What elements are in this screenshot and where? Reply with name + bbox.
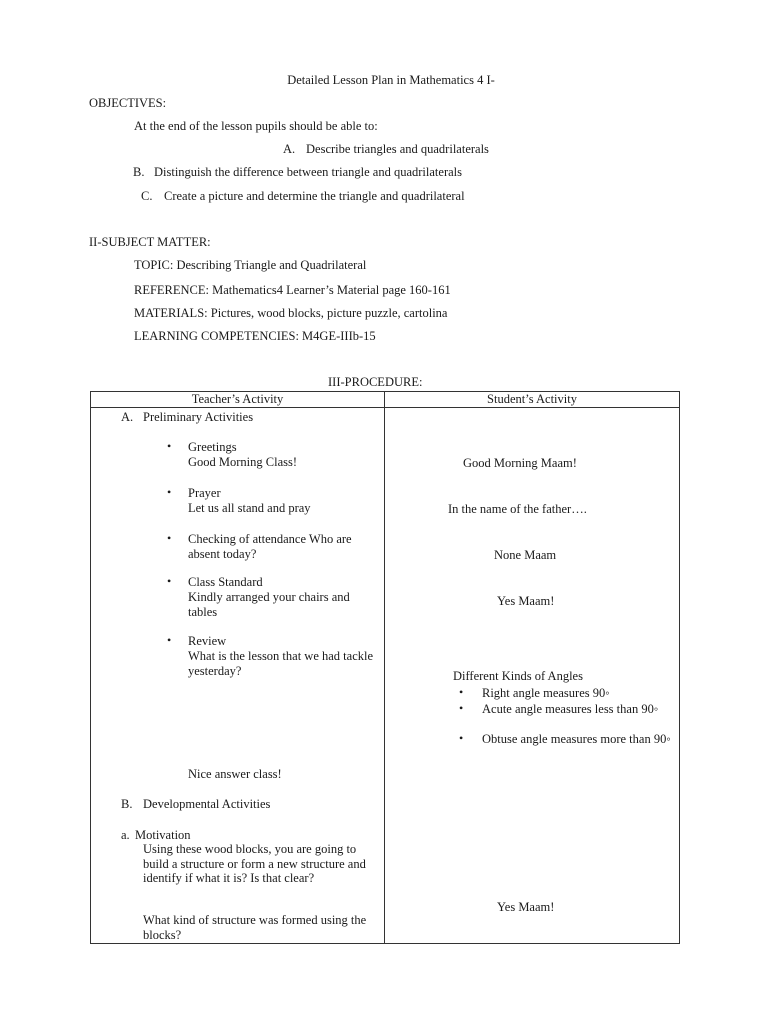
objective-text: Create a picture and determine the triangle and quadrilateral (164, 189, 465, 203)
objective-marker: C. (141, 189, 153, 203)
angle-item: Right angle measures 90◦ (482, 686, 610, 700)
motivation-heading: Motivation (135, 828, 191, 842)
teacher-activity-cell (91, 408, 385, 944)
bullet-icon: • (167, 439, 172, 453)
angle-item: Obtuse angle measures more than 90◦ (482, 732, 671, 746)
table-row (91, 408, 680, 944)
subsection-marker: a. (121, 828, 130, 842)
greetings-text: Good Morning Class! (188, 455, 298, 469)
angles-heading: Different Kinds of Angles (453, 669, 583, 683)
objective-text: Distinguish the difference between triangle and quadrilaterals (154, 165, 462, 179)
greeting-reply: Good Morning Maam! (463, 456, 577, 470)
bullet-icon: • (459, 701, 464, 715)
structure-question: What kind of structure was formed using the blocks? (143, 913, 367, 942)
objectives-heading: OBJECTIVES: (89, 96, 167, 110)
bullet-icon: • (459, 731, 464, 745)
preliminary-heading: Preliminary Activities (143, 410, 254, 424)
objective-text: Describe triangles and quadrilaterals (306, 142, 489, 156)
standard-title: Class Standard (188, 575, 263, 589)
objectives-intro: At the end of the lesson pupils should be able to: (134, 119, 378, 133)
motivation-reply: Yes Maam! (497, 900, 555, 914)
table-header-row (91, 392, 680, 408)
angle-item: Acute angle measures less than 90◦ (482, 702, 659, 716)
standard-text: Kindly arranged your chairs and tables (188, 590, 350, 619)
bullet-icon: • (167, 574, 172, 588)
objective-marker: A. (283, 142, 296, 156)
review-text: What is the lesson that we had tackle yesterday? (188, 649, 374, 678)
reference-line: REFERENCE: Mathematics4 Learner’s Material page 160-161 (134, 283, 451, 297)
review-title: Review (188, 634, 227, 648)
praise-text: Nice answer class! (188, 767, 282, 781)
competencies-line: LEARNING COMPETENCIES: M4GE-IIIb-15 (134, 329, 376, 343)
prayer-text: Let us all stand and pray (188, 501, 311, 515)
topic-line: TOPIC: Describing Triangle and Quadrilateral (134, 258, 367, 272)
subject-matter-heading: II-SUBJECT MATTER: (89, 235, 211, 249)
section-marker: A. (121, 410, 134, 424)
motivation-text: Using these wood blocks, you are going to build a structure or form a new structure and identify if what it is? Is that clear? (143, 842, 366, 885)
document-title: Detailed Lesson Plan in Mathematics 4 I- (287, 73, 495, 87)
materials-line: MATERIALS: Pictures, wood blocks, picture puzzle, cartolina (134, 306, 448, 320)
attendance-text: Checking of attendance Who are absent today? (188, 532, 352, 561)
bullet-icon: • (459, 685, 464, 699)
bullet-icon: • (167, 633, 172, 647)
standard-reply: Yes Maam! (497, 594, 555, 608)
greetings-title: Greetings (188, 440, 237, 454)
bullet-icon: • (167, 485, 172, 499)
procedure-heading: III-PROCEDURE: (328, 375, 423, 389)
prayer-title: Prayer (188, 486, 221, 500)
teacher-column-header: Teacher’s Activity (91, 392, 385, 408)
prayer-reply: In the name of the father…. (448, 502, 587, 516)
student-activity-cell (385, 408, 680, 944)
section-marker: B. (121, 797, 133, 811)
bullet-icon: • (167, 531, 172, 545)
developmental-heading: Developmental Activities (143, 797, 271, 811)
procedure-table (90, 391, 680, 944)
attendance-reply: None Maam (494, 548, 557, 562)
objective-marker: B. (133, 165, 145, 179)
student-column-header: Student’s Activity (385, 392, 680, 408)
